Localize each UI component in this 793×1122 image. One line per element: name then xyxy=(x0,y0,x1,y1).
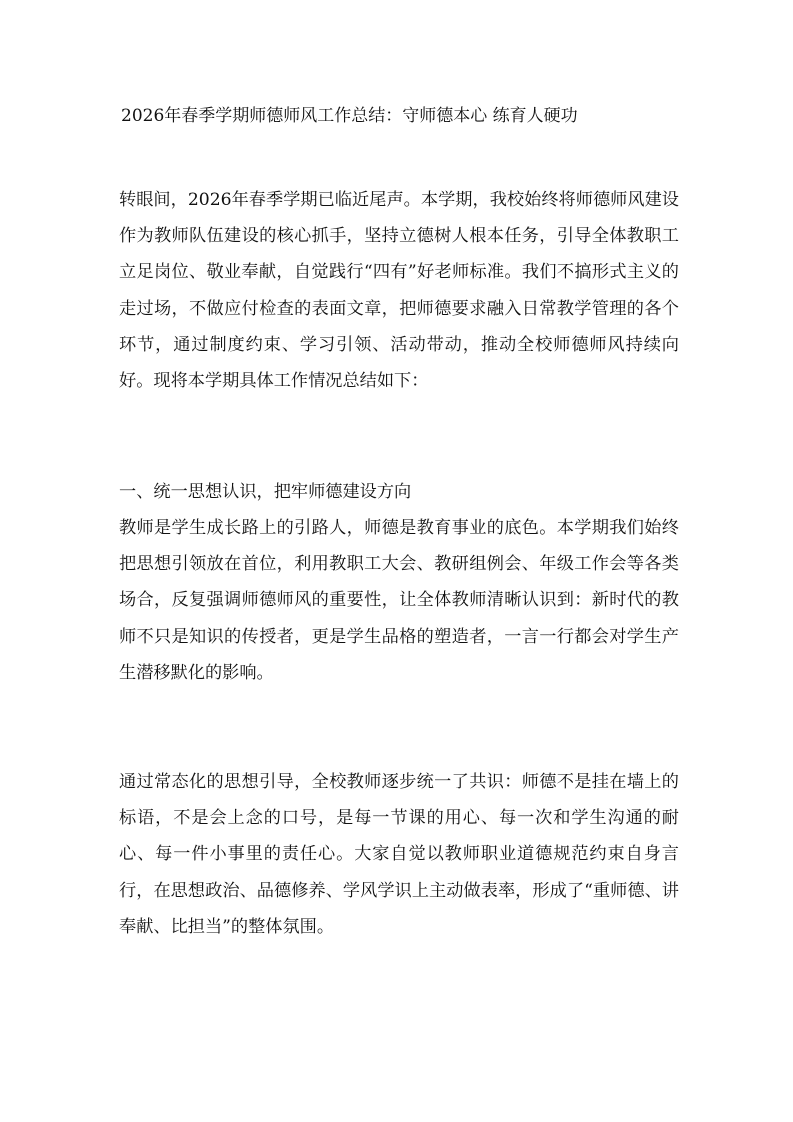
section-heading: 一、统一思想认识，把牢师德建设方向 xyxy=(119,482,412,502)
intro-paragraph: 转眼间，2026年春季学期已临近尾声。本学期，我校始终将师德师风建设作为教师队伍建设的核心抓手，坚持立德树人根本任务，引导全体教职工立足岗位、敬业奉献，自觉践行“四有”好老师标准。我们不搞形式主义的走过场，不做应付检查的表面文章，把师德要求融入日常教学管理的各个环节，通过制度约束、学习引领、活动带动，推动全校师德师风持续向好。现将本学期具体工作情况总结如下： xyxy=(119,190,679,392)
body-paragraph: 通过常态化的思想引导，全校教师逐步统一了共识：师德不是挂在墙上的标语，不是会上念的口号，是每一节课的用心、每一次和学生沟通的耐心、每一件小事里的责任心。大家自觉以教师职业道德规范约束自身言行，在思想政治、品德修养、学风学识上主动做表率，形成了“重师德、讲奉献、比担当”的整体氛围。 xyxy=(119,772,679,937)
document-title: 2026年春季学期师德师风工作总结：守师德本心 练育人硬功 xyxy=(121,106,578,126)
body-paragraph: 教师是学生成长路上的引路人，师德是教育事业的底色。本学期我们始终把思想引领放在首位，利用教职工大会、教研组例会、年级工作会等各类场合，反复强调师德师风的重要性，让全体教师清晰认识到：新时代的教师不只是知识的传授者，更是学生品格的塑造者，一言一行都会对学生产生潜移默化的影响。 xyxy=(119,518,679,683)
